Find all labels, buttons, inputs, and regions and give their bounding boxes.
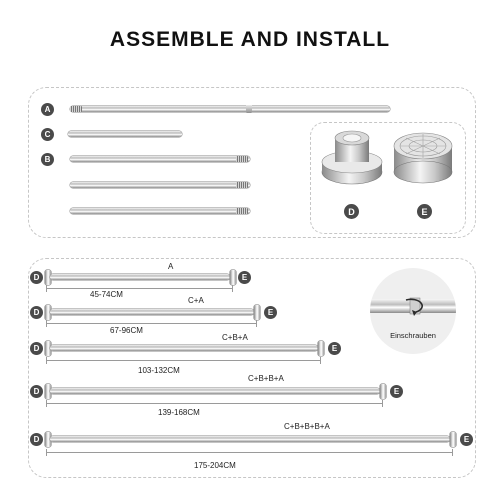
dimension-tick — [46, 320, 47, 327]
screw-in-label: Einschrauben — [390, 331, 436, 340]
dimension-line — [46, 452, 452, 453]
config-e-badge: E — [460, 433, 473, 446]
dimension-tick — [382, 400, 383, 407]
part-c-badge: C — [41, 128, 54, 141]
config-combo-label: A — [168, 262, 174, 271]
part-b-thread — [236, 156, 248, 162]
config-d-badge: D — [30, 271, 43, 284]
config-e-badge: E — [238, 271, 251, 284]
config-combo-label: C+A — [188, 296, 204, 305]
config-rod — [50, 388, 380, 394]
config-range-label: 67-96CM — [110, 326, 143, 335]
dimension-tick — [256, 320, 257, 327]
dimension-tick — [46, 285, 47, 292]
part-b-rod — [70, 208, 250, 214]
part-b-thread — [236, 182, 248, 188]
page-title: ASSEMBLE AND INSTALL — [109, 28, 391, 51]
part-b-rod — [70, 156, 250, 162]
part-c-rod — [68, 131, 182, 137]
config-range-label: 45-74CM — [90, 290, 123, 299]
config-d-badge: D — [30, 385, 43, 398]
config-range-label: 175-204CM — [194, 461, 236, 470]
config-rod — [50, 274, 230, 280]
dimension-tick — [232, 285, 233, 292]
config-combo-label: C+B+A — [222, 333, 248, 342]
dimension-line — [46, 323, 256, 324]
dimension-line — [46, 360, 320, 361]
part-e-badge: E — [417, 204, 432, 219]
config-rod — [50, 345, 318, 351]
dimension-tick — [46, 400, 47, 407]
config-combo-label: C+B+B+A — [248, 374, 284, 383]
dimension-tick — [320, 357, 321, 364]
part-d-badge: D — [344, 204, 359, 219]
config-combo-label: C+B+B+B+A — [284, 422, 330, 431]
config-d-badge: D — [30, 306, 43, 319]
config-d-badge: D — [30, 433, 43, 446]
config-range-label: 139-168CM — [158, 408, 200, 417]
config-end-cap — [380, 384, 386, 399]
config-e-badge: E — [264, 306, 277, 319]
config-rod — [50, 436, 450, 442]
config-e-badge: E — [390, 385, 403, 398]
config-rod — [50, 309, 254, 315]
part-d-fitting — [318, 126, 388, 190]
config-d-badge: D — [30, 342, 43, 355]
config-end-cap — [254, 305, 260, 320]
dimension-line — [46, 403, 382, 404]
part-e-fitting — [390, 126, 458, 190]
part-a-joint — [246, 105, 252, 113]
config-end-cap — [450, 432, 456, 447]
dimension-line — [46, 288, 232, 289]
part-a-badge: A — [41, 103, 54, 116]
dimension-tick — [452, 449, 453, 456]
screw-in-detail — [370, 268, 456, 354]
config-end-cap — [318, 341, 324, 356]
dimension-tick — [46, 357, 47, 364]
part-b-rod — [70, 182, 250, 188]
part-a-thread — [70, 106, 82, 112]
part-b-badge: B — [41, 153, 54, 166]
part-a-rod — [70, 106, 390, 112]
config-end-cap — [230, 270, 236, 285]
config-range-label: 103-132CM — [138, 366, 180, 375]
dimension-tick — [46, 449, 47, 456]
rotate-arrow-icon — [402, 290, 430, 320]
config-e-badge: E — [328, 342, 341, 355]
part-b-thread — [236, 208, 248, 214]
